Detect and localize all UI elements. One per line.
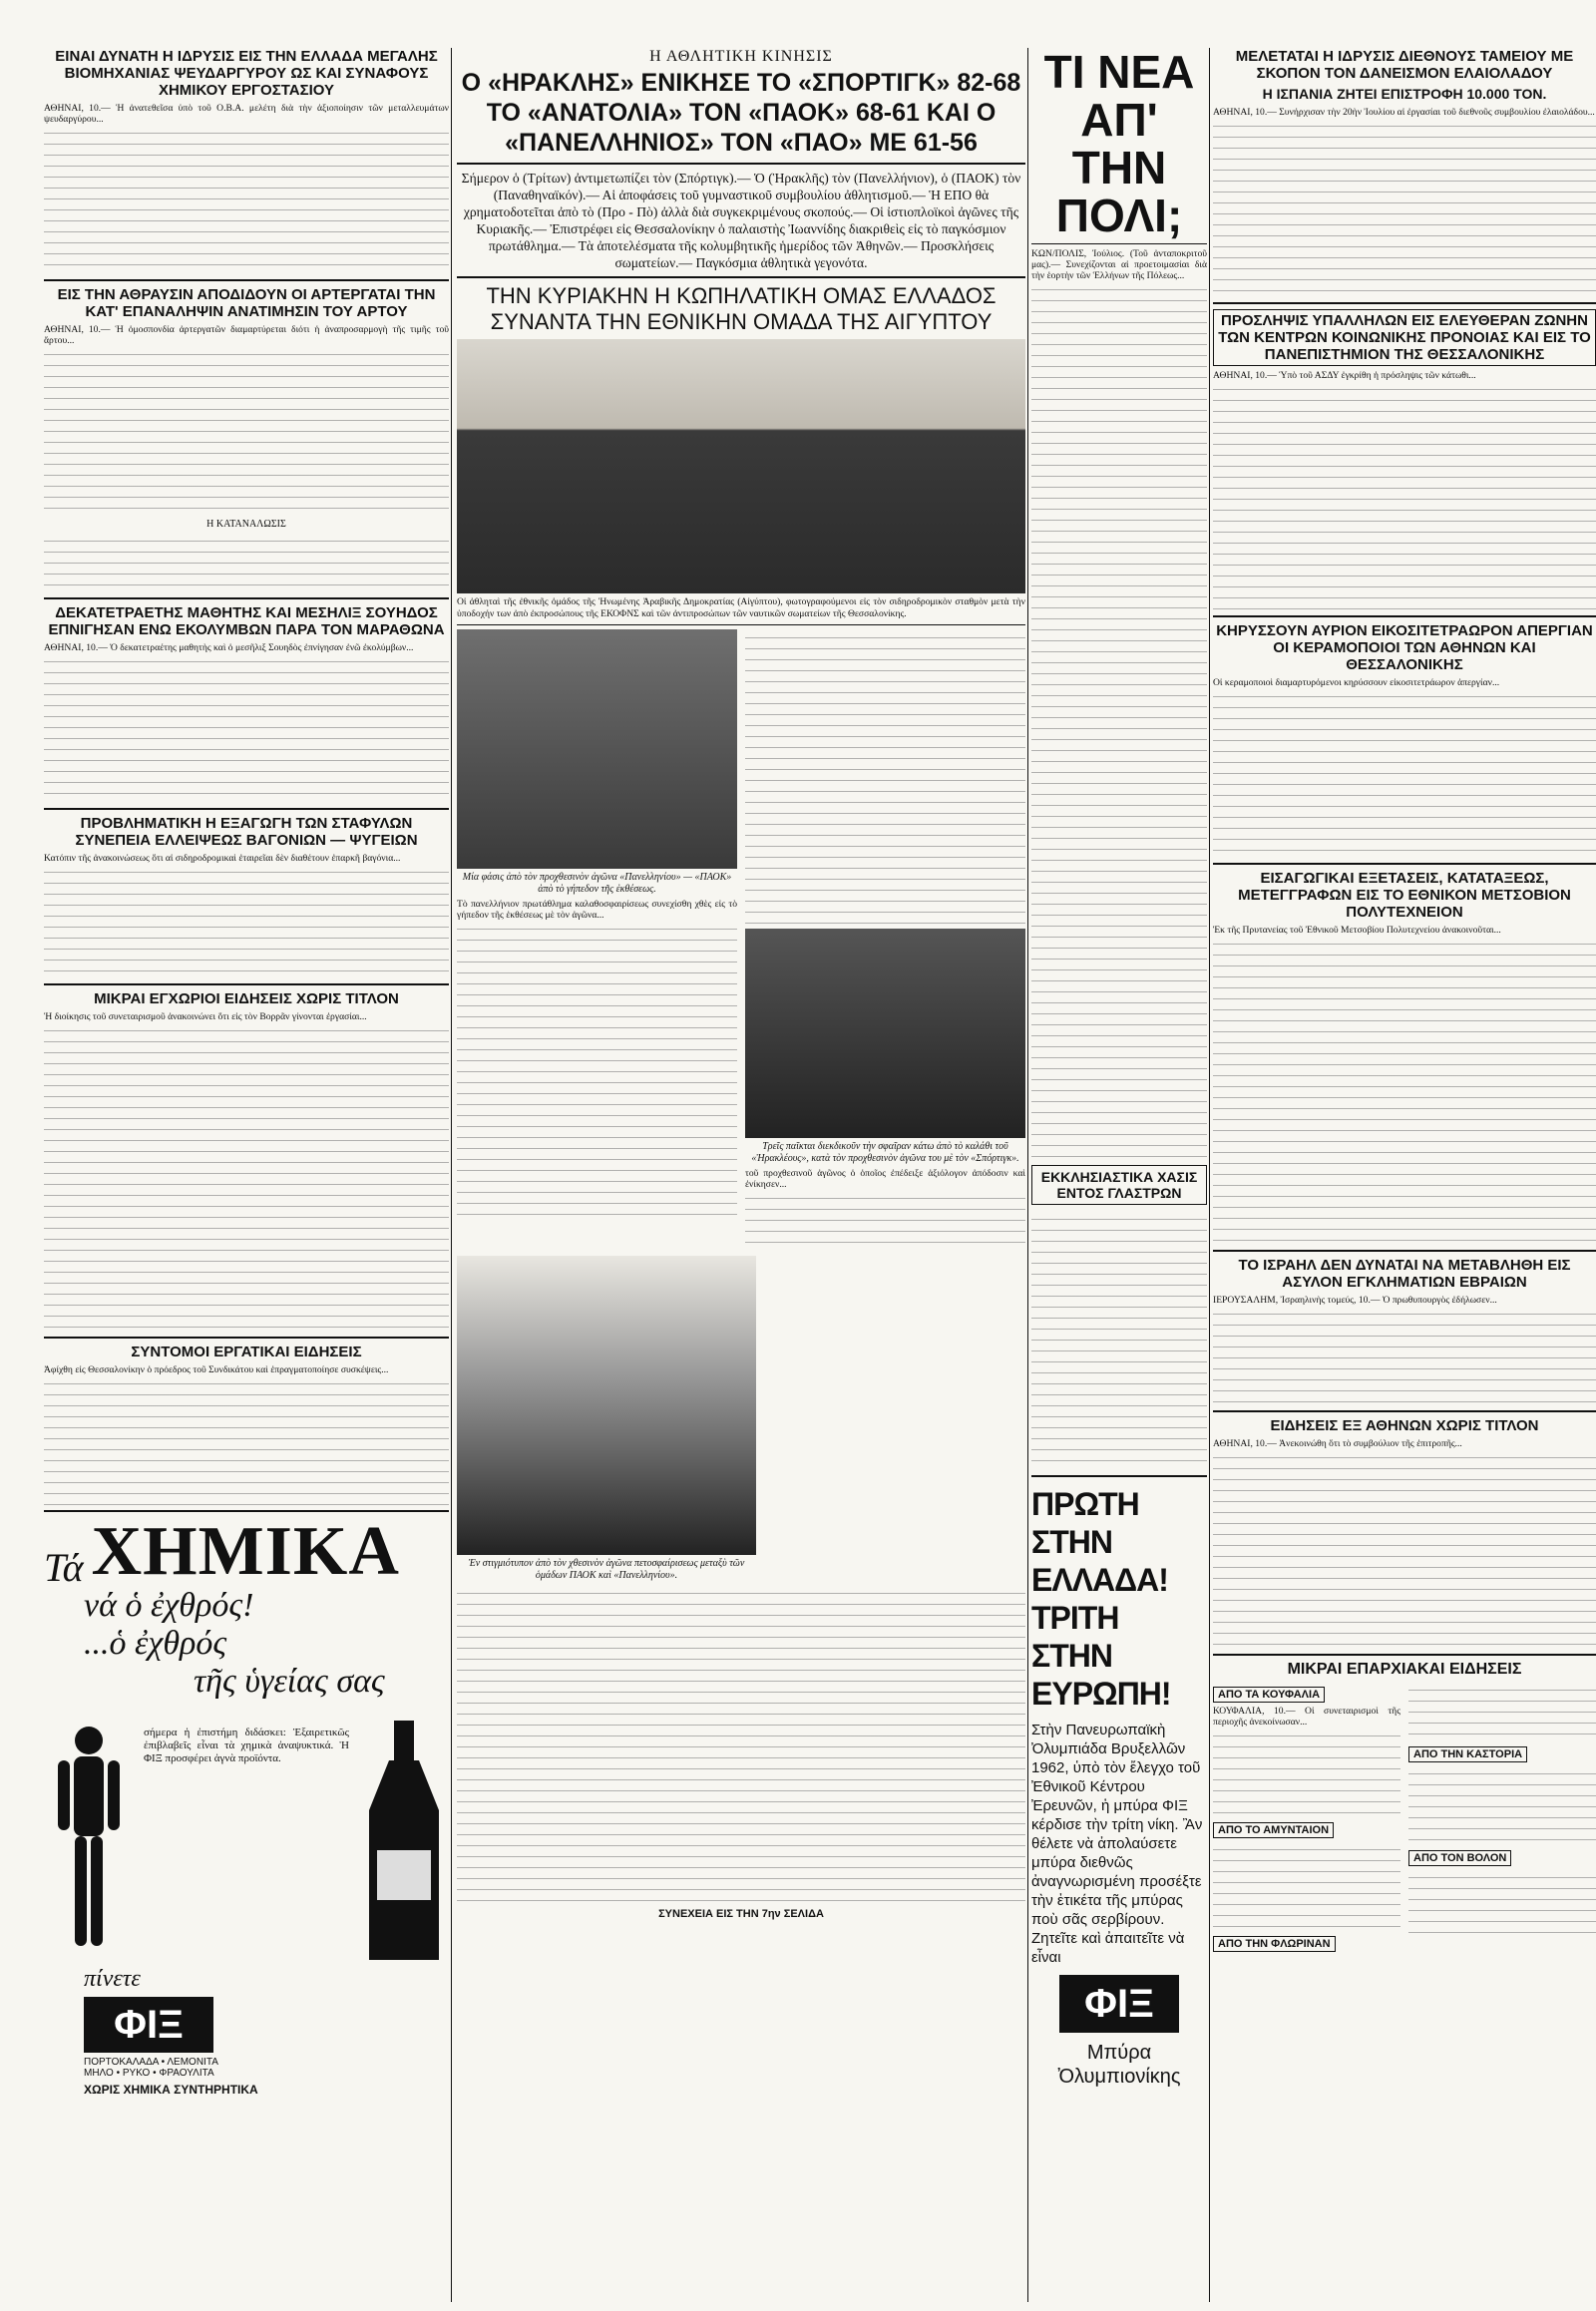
headline-istanbul-news: ΤΙ ΝΕΑ ΑΠ' ΤΗΝ ΠΟΛΙ; — [1043, 48, 1195, 241]
koufalia-text-block — [1213, 1728, 1400, 1817]
headline-israel: ΤΟ ΙΣΡΑΗΛ ΔΕΝ ΔΥΝΑΤΑΙ ΝΑ ΜΕΤΑΒΛΗΘΗ ΕΙΣ ΑΣΥΛΟΝ ΕΓΚΛΗΜΑΤΙΩΝ ΕΒΡΑΙΩΝ — [1238, 1257, 1571, 1291]
divider — [1213, 1250, 1596, 1252]
sports-body-columns — [457, 629, 1025, 1250]
article-grape-text-block — [44, 864, 449, 978]
fix-beer-headline: ΠΡΩΤΗ ΣΤΗΝ ΕΛΛΑΔΑ! ΤΡΙΤΗ ΣΤΗΝ ΕΥΡΩΠΗ! — [1031, 1486, 1171, 1712]
ad-flavors-2: ΜΗΛΟ • ΡΥΚΟ • ΦΡΑΟΥΛΙΤΑ — [84, 2068, 214, 2079]
divider — [1213, 863, 1596, 865]
section-koufalia: ΑΠΟ ΤΑ ΚΟΥΦΑΛΙΑ — [1213, 1687, 1325, 1703]
ad-line-enemy-2: ...ὁ ἐχθρός — [84, 1625, 227, 1662]
article-drowning: ΑΘΗΝΑΙ, 10.— Ὁ δεκατετραέτης μαθητὴς καὶ ὁ μεσῆλιξ Σουηδὸς ἐπνίγησαν ἐνῶ ἐκολύμβων... — [44, 642, 414, 653]
section-volos: ΑΠΟ ΤΟΝ ΒΟΛΟΝ — [1408, 1850, 1511, 1866]
headline-provincial-news: ΜΙΚΡΑΙ ΕΠΑΡΧΙΑΚΑΙ ΕΙΔΗΣΕΙΣ — [1287, 1661, 1522, 1678]
caption-volleyball: Ἐν στιγμιότυπον ἀπὸ τὸν χθεσινὸν ἀγῶνα πετοσφαίρισεως μεταξὺ τῶν ὁμάδων ΠΑΟΚ καὶ «Πανελληνίου». — [468, 1558, 745, 1581]
sports-col-b — [745, 629, 1025, 1250]
bottle-illustration — [359, 1721, 449, 1960]
ad-line-health: τῆς ὑγείας σας — [194, 1663, 385, 1700]
athens-text-block — [1213, 1449, 1596, 1649]
ad-drink: πίνετε — [84, 1966, 141, 1992]
sports-article-b: τοῦ προχθεσινοῦ ἀγῶνος ὁ ὁποῖος ἐπέδειξε ἀξιόλογον ἀπόδοσιν καὶ ἐνίκησεν... — [745, 1168, 1025, 1190]
divider — [44, 1337, 449, 1339]
headline-ceramics-strike: ΚΗΡΥΣΣΟΥΝ ΑΥΡΙΟΝ ΕΙΚΟΣΙΤΕΤΡΑΩΡΟΝ ΑΠΕΡΓΙΑΝ ΟΙ ΚΕΡΑΜΟΠΟΙΟΙ ΤΩΝ ΑΘΗΝΩΝ ΚΑΙ ΘΕΣΣΑΛΟΝΙΚΗΣ — [1216, 622, 1593, 673]
article-zinc-text-block — [44, 125, 449, 274]
headline-bread-price: ΕΙΣ ΤΗΝ ΑΘΡΑΥΣΙΝ ΑΠΟΔΙΔΟΥΝ ΟΙ ΑΡΤΕΡΓΑΤΑΙ ΤΗΝ ΚΑΤ' ΕΠΑΝΑΛΗΨΙΝ ΑΝΑΤΙΜΗΣΙΝ ΤΟΥ ΑΡΤΟΥ — [57, 286, 436, 320]
headline-hashish-pots: ΕΚΚΛΗΣΙΑΣΤΙΚΑ ΧΑΣΙΣ ΕΝΤΟΣ ΓΛΑΣΤΡΩΝ — [1031, 1165, 1207, 1205]
headline-rowing: ΤΗΝ ΚΥΡΙΑΚΗΝ Η ΚΩΠΗΛΑΤΙΚΗ ΟΜΑΣ ΕΛΛΑΔΟΣ ΣΥΝΑΝΤΑ ΤΗΝ ΕΘΝΙΚΗΝ ΟΜΑΔΑ ΤΗΣ ΑΙΓΥΠΤΟΥ — [486, 283, 997, 334]
column-sports — [457, 48, 1025, 2311]
fix-logo: ΦΙΞ — [84, 1997, 213, 2053]
ad-title-chemicals: ΧΗΜΙΚΑ — [91, 1513, 400, 1590]
human-figure-illustration — [44, 1721, 134, 1960]
section-amyntaion: ΑΠΟ ΤΟ ΑΜΥΝΤΑΙΟΝ — [1213, 1822, 1334, 1838]
provincial-columns — [1213, 1682, 1596, 1955]
welfare-text-block — [1213, 381, 1596, 610]
article-labor-news: Ἀφίχθη εἰς Θεσσαλονίκην ὁ πρόεδρος τοῦ Συνδικάτου καὶ ἐπραγματοποίησε συσκέψεις... — [44, 1364, 389, 1375]
caption-egypt-team: Οἱ ἀθληταὶ τῆς ἐθνικῆς ὁμάδος τῆς Ἡνωμένης Ἀραβικῆς Δημοκρατίας (Αἰγύπτου), φωτογραφούμενοι εἰς τὸν σιδηροδρομικὸν σταθμὸν μετὰ τὴν ὑποδοχήν των ἀπὸ ἐκπροσώπους τῆς ΕΚΟΦΝΣ καὶ τῶν ἀντιπροσώπων τῶν ναυτικῶν σωματείων τῆς Θεσσαλονίκης. — [457, 596, 1025, 619]
headline-polytechnic-exams: ΕΙΣΑΓΩΓΙΚΑΙ ΕΞΕΤΑΣΕΙΣ, ΚΑΤΑΤΑΞΕΩΣ, ΜΕΤΕΓΓΡΑΦΩΝ ΕΙΣ ΤΟ ΕΘΝΙΚΟΝ ΜΕΤΣΟΒΙΟΝ ΠΟΛΥΤΕΧΝΕΙΟΝ — [1238, 870, 1571, 921]
sports-text-block-d — [457, 1585, 1025, 1904]
subheadline-spain: Η ΙΣΠΑΝΙΑ ΖΗΤΕΙ ΕΠΙΣΤΡΟΦΗ 10.000 ΤΟΝ. — [1262, 86, 1547, 102]
divider — [44, 1510, 449, 1512]
article-israel: ΙΕΡΟΥΣΑΛΗΜ, Ἰσραηλινὴς τομεύς, 10.— Ὁ πρωθυπουργὸς ἐδήλωσεν... — [1213, 1295, 1497, 1306]
divider — [1213, 615, 1596, 617]
kastoria-text-block — [1408, 1765, 1596, 1845]
ad-slogan: ΧΩΡΙΣ ΧΗΜΙΚΑ ΣΥΝΤΗΡΗΤΙΚΑ — [84, 2083, 258, 2097]
article-grape-export: Κατόπιν τῆς ἀνακοινώσεως ὅτι αἱ σιδηροδρομικαὶ ἐταιρεῖαι δὲν διαθέτουν ἐπαρκῆ βαγόνια... — [44, 853, 401, 864]
article-istanbul: ΚΩΝ/ΠΟΛΙΣ, Ἰούλιος. (Τοῦ ἀνταποκριτοῦ μας).— Συνεχίζονται αἱ προετοιμασίαι διὰ τὴν ἑορτὴν τῶν Ἑλλήνων τῆς Πόλεως... — [1031, 248, 1207, 281]
divider — [44, 279, 449, 281]
section-kicker: Η ΑΘΛΗΤΙΚΗ ΚΙΝΗΣΙΣ — [649, 48, 833, 65]
section-kastoria: ΑΠΟ ΤΗΝ ΚΑΣΤΟΡΙΑ — [1408, 1746, 1527, 1762]
headline-labor-news: ΣΥΝΤΟΜΟΙ ΕΡΓΑΤΙΚΑΙ ΕΙΔΗΣΕΙΣ — [131, 1344, 362, 1360]
sports-text-block-c — [745, 1190, 1025, 1250]
headline-domestic-news: ΜΙΚΡΑΙ ΕΓΧΩΡΙΟΙ ΕΙΔΗΣΕΙΣ ΧΩΡΙΣ ΤΙΤΛΟΝ — [94, 990, 399, 1007]
istanbul-text-block — [1031, 281, 1207, 1159]
column-left — [44, 48, 449, 2311]
hashish-text-block — [1031, 1211, 1207, 1470]
article-drowning-text-block — [44, 653, 449, 803]
divider — [44, 597, 449, 599]
article-bread-text-block-2 — [44, 533, 449, 592]
polytechnic-text-block — [1213, 936, 1596, 1245]
ad-word-ta: Τά — [44, 1545, 84, 1590]
article-domestic-text-block — [44, 1022, 449, 1332]
column-rule — [1027, 48, 1028, 2302]
headline-zinc-industry: ΕΙΝΑΙ ΔΥΝΑΤΗ Η ΙΔΡΥΣΙΣ ΕΙΣ ΤΗΝ ΕΛΛΑΔΑ ΜΕΓΑΛΗΣ ΒΙΟΜΗΧΑΝΙΑΣ ΨΕΥΔΑΡΓΥΡΟΥ ΩΣ ΚΑΙ ΣΥΝΑΦΟΥΣ ΧΗΜΙΚΟΥ ΕΡΓΟΣΤΑΣΙΟΥ — [55, 48, 438, 99]
headline-grape-export: ΠΡΟΒΛΗΜΑΤΙΚΗ Η ΕΞΑΓΩΓΗ ΤΩΝ ΣΤΑΦΥΛΩΝ ΣΥΝΕΠΕΙΑ ΕΛΛΕΙΨΕΩΣ ΒΑΓΟΝΙΩΝ — ΨΥΓΕΙΩΝ — [75, 815, 418, 849]
column-rule — [451, 48, 452, 2302]
sports-col-a — [457, 629, 737, 1250]
section-florina: ΑΠΟ ΤΗΝ ΦΛΩΡΙΝΑΝ — [1213, 1936, 1336, 1952]
article-labor-text-block — [44, 1375, 449, 1505]
caption-basketball-2: Τρεῖς παῖκται διεκδικοῦν τὴν σφαῖραν κάτω ἀπὸ τὸ καλάθι τοῦ «Ἡρακλέους», κατὰ τὸν προχθεσινὸν ἀγῶνα του μὲ τὸν «Σπόρτιγκ». — [751, 1141, 1019, 1164]
column-right — [1213, 48, 1596, 2311]
headline-basketball: Ο «ΗΡΑΚΛΗΣ» ΕΝΙΚΗΣΕ ΤΟ «ΣΠΟΡΤΙΓΚ» 82-68 ΤΟ «ΑΝΑΤΟΛΙΑ» ΤΟΝ «ΠΑΟΚ» 68-61 ΚΑΙ Ο «ΠΑΝΕΛΛΗΝΙΟΣ» ΤΟΝ «ΠΑΟ» ΜΕ 61-56 — [461, 69, 1021, 157]
photo-egypt-team — [457, 339, 1025, 593]
divider — [1213, 302, 1596, 304]
ad-line-enemy: νά ὁ ἐχθρός! — [84, 1587, 254, 1624]
article-polytechnic: Ἐκ τῆς Πρυτανείας τοῦ Ἐθνικοῦ Μετσοβίου Πολυτεχνείου ἀνακοινοῦται... — [1213, 925, 1501, 936]
photo-basketball-2 — [745, 929, 1025, 1138]
subhead-consumption: Η ΚΑΤΑΝΑΛΩΣΙΣ — [206, 519, 286, 530]
divider — [457, 276, 1025, 278]
article-zinc-industry: ΑΘΗΝΑΙ, 10.— Ἡ ἀνατεθεῖσα ὑπὸ τοῦ Ο.Β.Α. μελέτη διὰ τὴν ἀξιοποίησιν τῶν μεταλλευμάτων ψευδαργύρου... — [44, 103, 449, 125]
column-rule — [1209, 48, 1210, 2302]
divider — [44, 808, 449, 810]
headline-drowning: ΔΕΚΑΤΕΤΡΑΕΤΗΣ ΜΑΘΗΤΗΣ ΚΑΙ ΜΕΣΗΛΙΞ ΣΟΥΗΔΟΣ ΕΠΝΙΓΗΣΑΝ ΕΝΩ ΕΚΟΛΥΜΒΩΝ ΠΑΡΑ ΤΟΝ ΜΑΡΑΘΩΝΑ — [48, 604, 445, 638]
provincial-text-block — [1408, 1682, 1596, 1741]
divider — [1031, 243, 1207, 244]
article-bread-price: ΑΘΗΝΑΙ, 10.— Ἡ ὁμοσπονδία ἀρτεργατῶν διαμαρτύρεται διότι ἡ ἀναπροσαρμογὴ τῆς τιμῆς τοῦ ἄρτου... — [44, 324, 449, 346]
sports-article-a: Τὸ πανελλήνιον πρωτάθλημα καλαθοσφαιρίσεως συνεχίσθη χθὲς εἰς τὸ γήπεδον τῆς ἐκθέσεως μὲ τὸν ἀγῶνα... — [457, 899, 737, 921]
article-athens-news: ΑΘΗΝΑΙ, 10.— Ἀνεκοινώθη ὅτι τὸ συμβούλιον τῆς ἐπιτροπῆς... — [1213, 1438, 1462, 1449]
divider — [44, 983, 449, 985]
volos-text-block — [1408, 1869, 1596, 1939]
ad-flavors-1: ΠΟΡΤΟΚΑΛΑΔΑ • ΛΕΜΟΝΙΤΑ — [84, 2057, 218, 2068]
sports-text-block-a — [457, 921, 737, 1220]
headline-olive-oil-fund: ΜΕΛΕΤΑΤΑΙ Η ΙΔΡΥΣΙΣ ΔΙΕΘΝΟΥΣ ΤΑΜΕΙΟΥ ΜΕ ΣΚΟΠΟΝ ΤΟΝ ΔΑΝΕΙΣΜΟΝ ΕΛΑΙΟΛΑΔΟΥ — [1235, 48, 1574, 82]
divider — [1213, 1410, 1596, 1412]
fix-beer-logo: ΦΙΞ — [1059, 1975, 1179, 2033]
fix-chemicals-ad — [44, 1513, 449, 2097]
fix-beer-text: Στὴν Πανευρωπαϊκὴ Ὀλυμπιάδα Βρυξελλῶν 1962, ὑπὸ τὸν ἔλεγχο τοῦ Ἐθνικοῦ Κέντρου Ἐρευνῶν, ἡ μπύρα ΦΙΞ κέρδισε τὴν τρίτη νίκη. Ἂν θέλετε νὰ ἀπολαύσετε μπύρα διεθνῶς ἀναγνωρισμένη προσέξτε τὴν ἐτικέτα τῆς μπύρας ποὺ σᾶς σερβίρουν. Ζητεῖτε καὶ ἀπαιτεῖτε νὰ εἶναι — [1031, 1722, 1203, 1966]
photo-volleyball — [457, 1256, 756, 1555]
article-welfare-hiring: ΑΘΗΝΑΙ, 10.— Ὑπὸ τοῦ ΑΣΔΥ ἐγκρίθη ἡ πρόσληψις τῶν κάτωθι... — [1213, 370, 1476, 381]
caption-basketball-1: Μία φάσις ἀπὸ τὸν προχθεσινὸν ἀγῶνα «Πανελληνίου» — «ΠΑΟΚ» ἀπὸ τὸ γήπεδον τῆς ἐκθέσεως. — [462, 872, 732, 895]
provincial-col-b — [1408, 1682, 1596, 1955]
article-ceramics-strike: Οἱ κεραμοποιοὶ διαμαρτυρόμενοι κηρύσσουν εἰκοσιτετράωρον ἀπεργίαν... — [1213, 677, 1500, 688]
subheading-summary: Σήμερον ὁ (Τρίτων) ἀντιμετωπίζει τὸν (Σπόρτιγκ).— Ὁ (Ἡρακλῆς) τὸν (Πανελλήνιον), ὁ (ΠΑΟΚ) τὸν (Παναθηναϊκόν).— Αἱ ἀποφάσεις τοῦ γυμναστικοῦ συμβουλίου ἀθλητισμοῦ.— Ἡ ΕΠΟ θὰ χρηματοδοτεῖται ἀπὸ τὸ (Προ - Πὸ) ἀλλὰ διὰ συγκεκριμένους σκοπούς.— Οἱ ἰστιοπλοϊκοὶ ἀγῶνες τῆς Κυριακῆς.— Ἐπιστρέφει εἰς Θεσσαλονίκην ὁ παλαιστὴς Ἰωαννίδης διακριθεὶς εἰς τὸ παγκόσμιον πρωτάθλημα.— Τὰ ἀποτελέσματα τῆς κολυμβητικῆς ἡμερίδος τῶν Ἀθηνῶν.— Προσκλήσεις σωματείων.— Παγκόσμια ἀθλητικὰ γεγονότα. — [461, 171, 1021, 270]
fix-beer-tagline: Μπύρα Ὀλυμπιονίκης — [1057, 2042, 1181, 2088]
headline-athens-news: ΕΙΔΗΣΕΙΣ ΕΞ ΑΘΗΝΩΝ ΧΩΡΙΣ ΤΙΤΛΟΝ — [1270, 1417, 1539, 1434]
israel-text-block — [1213, 1306, 1596, 1405]
photo-basketball-1 — [457, 629, 737, 869]
provincial-col-a — [1213, 1682, 1400, 1955]
article-koufalia: ΚΟΥΦΑΛΙΑ, 10.— Οἱ συνεταιρισμοὶ τῆς περιοχῆς ἀνεκοίνωσαν... — [1213, 1706, 1400, 1728]
sports-text-block-b — [745, 629, 1025, 929]
divider — [457, 163, 1025, 165]
ad-text: σήμερα ἡ ἐπιστήμη διδάσκει: Ἐξαιρετικῶς ἐπιβλαβεῖς εἶναι τὰ χημικὰ ἀναψυκτικά. Ἡ ΦΙΞ προσφέρει ἀγνὰ προϊόντα. — [144, 1727, 349, 1764]
ceramics-text-block — [1213, 688, 1596, 858]
divider — [457, 624, 1025, 625]
divider — [1031, 1475, 1207, 1477]
headline-welfare-hiring: ΠΡΟΣΛΗΨΙΣ ΥΠΑΛΛΗΛΩΝ ΕΙΣ ΕΛΕΥΘΕΡΑΝ ΖΩΝΗΝ ΤΩΝ ΚΕΝΤΡΩΝ ΚΟΙΝΩΝΙΚΗΣ ΠΡΟΝΟΙΑΣ ΚΑΙ ΕΙΣ ΤΟ ΠΑΝΕΠΙΣΤΗΜΙΟΝ ΤΗΣ ΘΕΣΣΑΛΟΝΙΚΗΣ — [1213, 309, 1596, 366]
amyntaion-text-block — [1213, 1841, 1400, 1931]
article-bread-text-block — [44, 346, 449, 516]
olive-oil-text-block — [1213, 118, 1596, 297]
continued-note: ΣΥΝΕΧΕΙΑ ΕΙΣ ΤΗΝ 7ην ΣΕΛΙΔΑ — [658, 1908, 824, 1920]
column-istanbul — [1031, 48, 1207, 2311]
article-olive-oil: ΑΘΗΝΑΙ, 10.— Συνήρχισαν τὴν 20ὴν Ἰουλίου αἱ ἐργασίαι τοῦ διεθνοῦς συμβουλίου ἐλαιολάδου... — [1213, 107, 1595, 118]
divider — [1213, 1654, 1596, 1656]
article-domestic-news: Ἡ διοίκησις τοῦ συνεταιρισμοῦ ἀνακοινώνει ὅτι εἰς τὸν Βορρᾶν γίνονται ἐργασίαι... — [44, 1011, 367, 1022]
